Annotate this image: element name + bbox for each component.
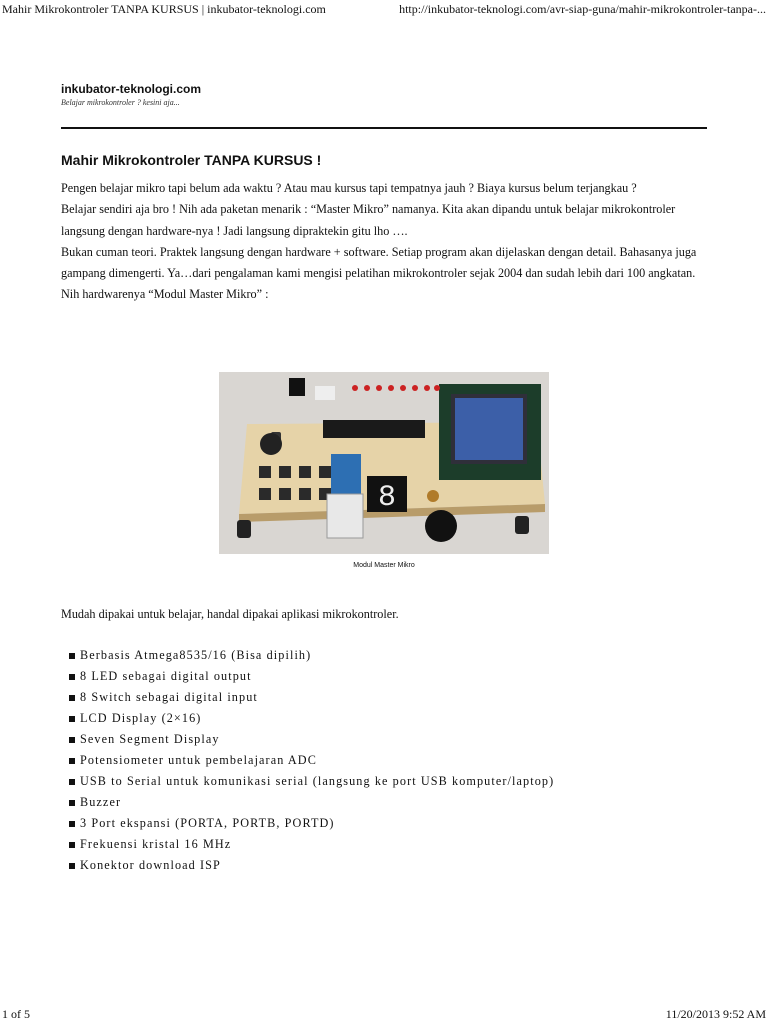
- list-item: [69, 687, 554, 708]
- post-paragraph-3: Bukan cuman teori. Praktek langsung dengan hardware + software. Setiap program akan dijelaskan dengan detail. Bahasanya juga gampang dimengerti. Ya…dari pengalaman kami mengisi pelatihan mikrokontroler sejak 2004 dan sudah lebih dari 100 angkatan.: [61, 244, 697, 281]
- list-item: [69, 750, 554, 771]
- site-description: Belajar mikrokontroler ? kesini aja...: [61, 98, 180, 107]
- article: [61, 152, 707, 872]
- list-item: [69, 813, 554, 834]
- list-item-label: LCD Display (2×16): [80, 711, 202, 725]
- list-item-label: 8 Switch sebagai digital input: [80, 690, 258, 704]
- site-header: [61, 82, 707, 107]
- print-footer: [0, 1004, 768, 1024]
- print-url: http://inkubator-teknologi.com/avr-siap-guna/mahir-mikrokontroler-tanpa-...: [399, 2, 766, 16]
- bullet-icon: [69, 779, 75, 785]
- list-item: [69, 666, 554, 687]
- list-item-label: Berbasis Atmega8535/16 (Bisa dipilih): [80, 648, 312, 662]
- figure-caption: Modul Master Mikro: [353, 562, 415, 569]
- bullet-icon: [69, 716, 75, 722]
- list-item: [69, 792, 554, 813]
- lead-text: Mudah dipakai untuk belajar, handal dipakai aplikasi mikrokontroler.: [61, 607, 399, 621]
- bullet-icon: [69, 821, 75, 827]
- seven-segment-digit: 8: [377, 481, 397, 515]
- list-item-label: 8 LED sebagai digital output: [80, 669, 252, 683]
- post-paragraph-1: Pengen belajar mikro tapi belum ada waktu ? Atau mau kursus tapi tempatnya jauh ? Biaya kursus belum terjangkau ?: [61, 181, 637, 195]
- post-paragraph-4: Nih hardwarenya “Modul Master Mikro” :: [61, 287, 269, 302]
- list-item: [69, 645, 554, 666]
- list-item-label: 3 Port ekspansi (PORTA, PORTB, PORTD): [80, 816, 335, 830]
- post-paragraph-2: Belajar sendiri aja bro ! Nih ada paketan menarik : “Master Mikro” namanya. Kita akan dipandu untuk belajar mikrokontroler langsung dengan hardware-nya ! Jadi langsung dipraktekin gitu lho ….: [61, 202, 676, 238]
- page-count: 1 of 5: [2, 1007, 30, 1021]
- print-header: [0, 0, 768, 18]
- list-item: [69, 708, 554, 729]
- bullet-icon: [69, 695, 75, 701]
- figure: [219, 372, 549, 569]
- feature-list: [69, 645, 554, 876]
- bullet-icon: [69, 653, 75, 659]
- bullet-icon: [69, 737, 75, 743]
- bullet-icon: [69, 758, 75, 764]
- list-item-label: Seven Segment Display: [80, 732, 220, 746]
- list-item-label: Konektor download ISP: [80, 858, 221, 872]
- list-item-label: Buzzer: [80, 795, 122, 809]
- bullet-icon: [69, 842, 75, 848]
- bullet-icon: [69, 800, 75, 806]
- list-item: [69, 834, 554, 855]
- bullet-icon: [69, 863, 75, 869]
- header-divider: [61, 127, 707, 129]
- list-item: [69, 771, 554, 792]
- bullet-icon: [69, 674, 75, 680]
- list-item-label: Potensiometer untuk pembelajaran ADC: [80, 753, 317, 767]
- print-page-title: Mahir Mikrokontroler TANPA KURSUS | inkubator-teknologi.com: [2, 2, 326, 16]
- list-item: [69, 729, 554, 750]
- list-item-label: USB to Serial untuk komunikasi serial (langsung ke port USB komputer/laptop): [80, 774, 555, 788]
- master-mikro-board-photo: [219, 372, 549, 554]
- post-title[interactable]: Mahir Mikrokontroler TANPA KURSUS !: [61, 152, 322, 168]
- list-item: [69, 855, 554, 876]
- print-datetime: 11/20/2013 9:52 AM: [665, 1007, 766, 1021]
- site-title[interactable]: inkubator-teknologi.com: [61, 82, 202, 96]
- list-item-label: Frekuensi kristal 16 MHz: [80, 837, 232, 851]
